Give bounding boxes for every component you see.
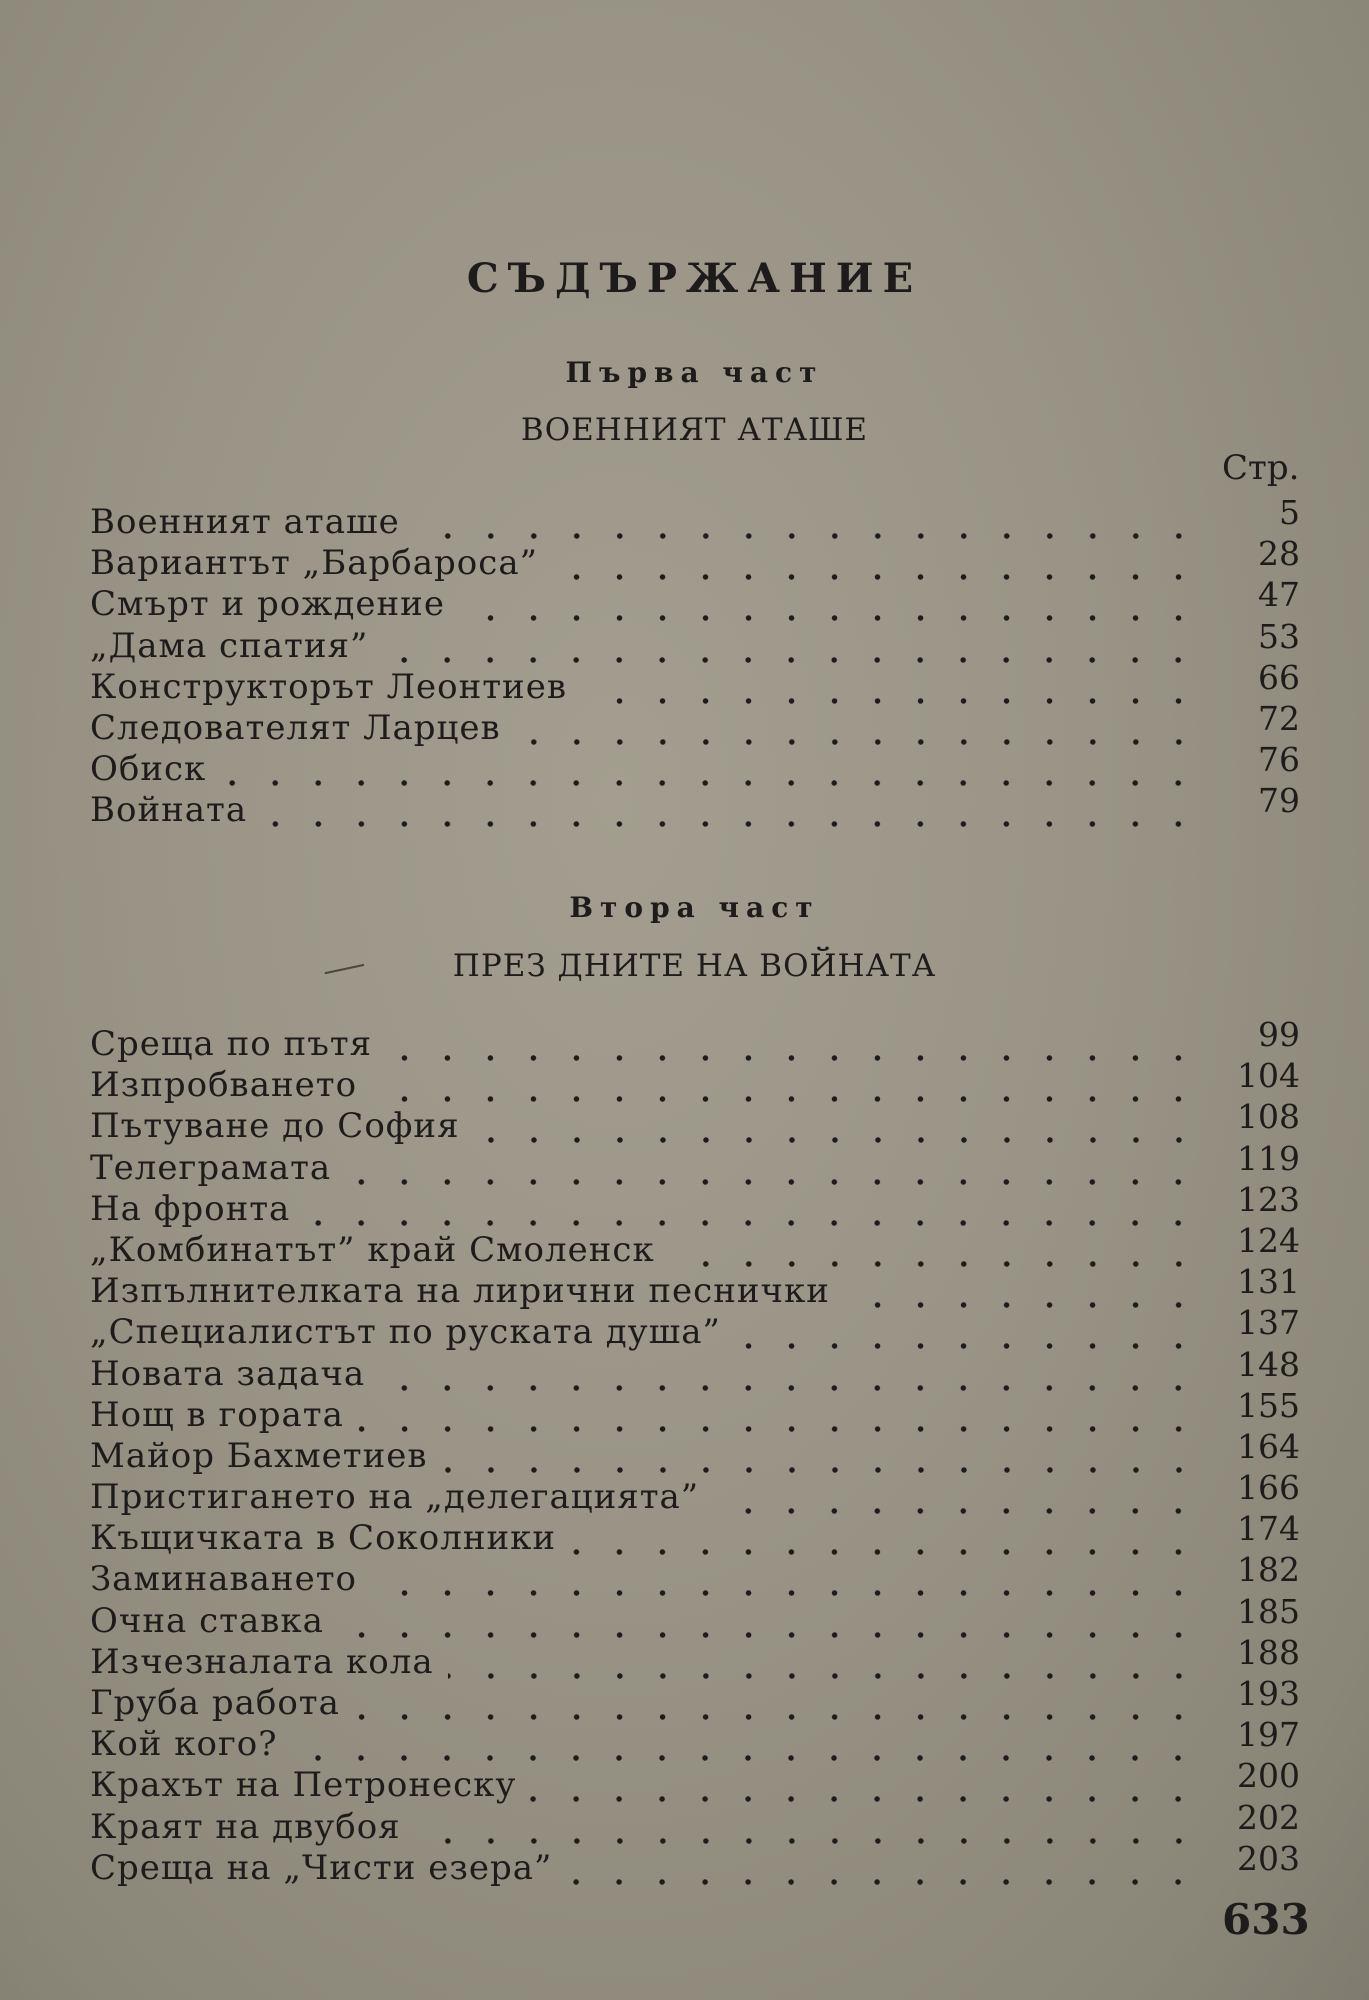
- toc-entry-page: 197: [1237, 1715, 1300, 1755]
- toc-entry-page: 202: [1237, 1797, 1300, 1837]
- page-number: 633: [1222, 1895, 1310, 1944]
- toc-entry-page: 28: [1258, 534, 1300, 574]
- toc-entry-page: 79: [1258, 781, 1300, 821]
- toc-entry-page: 166: [1237, 1468, 1300, 1508]
- toc-entry-title: Военният аташе: [90, 502, 400, 542]
- dot-leader: [379, 1358, 1200, 1394]
- toc-entry-page: 104: [1237, 1056, 1300, 1096]
- toc-entry-title: Телеграмата: [90, 1147, 332, 1188]
- toc-entry-title: Изпълнителката на лирични песнички: [90, 1271, 830, 1312]
- toc-entry-page: 185: [1237, 1591, 1300, 1631]
- toc-entry-page: 5: [1279, 493, 1300, 532]
- dot-leader: [552, 547, 1200, 583]
- toc-entry-page: 174: [1237, 1509, 1300, 1549]
- dot-leader: [261, 794, 1200, 830]
- toc-entry: [90, 1385, 1300, 1435]
- dot-leader: [291, 1728, 1200, 1764]
- toc-entry: [90, 1262, 1300, 1312]
- toc-entry-title: „Комбинатът” край Смоленск: [90, 1229, 655, 1270]
- dot-leader: [459, 588, 1200, 624]
- toc-entry-page: 72: [1258, 698, 1300, 738]
- dot-leader: [338, 1605, 1200, 1641]
- toc-entry-title: Пътуване до София: [90, 1106, 460, 1147]
- toc-entry: [90, 1715, 1300, 1765]
- dot-leader: [474, 1110, 1200, 1146]
- toc-entry-page: 155: [1237, 1385, 1300, 1425]
- toc-entry: [90, 616, 1300, 666]
- toc-entry-page: 123: [1237, 1179, 1300, 1219]
- dot-leader: [345, 1152, 1200, 1188]
- toc-entry-title: Пристигането на „делегацията”: [90, 1477, 700, 1518]
- toc-entry: [90, 698, 1300, 748]
- toc-entry-page: 131: [1237, 1262, 1300, 1302]
- toc-entry-title: На фронта: [90, 1188, 291, 1229]
- toc-entry: [90, 1509, 1300, 1559]
- toc-entry-page: 164: [1237, 1426, 1300, 1466]
- dot-leader: [566, 1852, 1200, 1888]
- toc-entry: [90, 1674, 1300, 1723]
- dot-leader: [415, 1811, 1200, 1847]
- toc-entry-page: 76: [1258, 740, 1300, 780]
- toc-entry-title: Груба работа: [90, 1683, 340, 1723]
- toc-entry-page: 182: [1237, 1550, 1300, 1590]
- toc-entry: [90, 1756, 1300, 1806]
- toc-entry-page: 66: [1258, 657, 1300, 697]
- part2-toc: [90, 1015, 1300, 1888]
- toc-entry: [90, 1344, 1300, 1394]
- dot-leader: [442, 1440, 1200, 1476]
- toc-entry-title: Кой кого?: [90, 1724, 278, 1765]
- dot-leader: [371, 1069, 1200, 1105]
- dot-leader: [220, 753, 1200, 789]
- toc-entry: [90, 1179, 1300, 1229]
- part1-toc: [90, 493, 1300, 831]
- toc-entry-title: Къщичката в Соколники: [90, 1518, 557, 1559]
- toc-entry-page: 124: [1237, 1220, 1300, 1260]
- toc-entry: [90, 1550, 1300, 1600]
- dot-leader: [304, 1193, 1200, 1229]
- toc-entry-page: 108: [1237, 1097, 1300, 1137]
- part2-title: ПРЕЗ ДНИТЕ НА ВОЙНАТА: [452, 948, 937, 984]
- toc-entry-page: 203: [1237, 1838, 1300, 1878]
- part1-label: Първа част: [565, 356, 824, 389]
- toc-entry: [90, 1797, 1300, 1847]
- toc-entry-title: Крахът на Петронеску: [90, 1765, 517, 1806]
- toc-entry-title: Новата задача: [90, 1353, 366, 1394]
- dot-leader: [371, 1563, 1200, 1599]
- dot-leader: [414, 506, 1200, 542]
- dot-leader: [358, 1399, 1200, 1435]
- toc-entry-page: 188: [1237, 1632, 1300, 1672]
- toc-entry: [90, 740, 1300, 790]
- toc-entry: [90, 1097, 1300, 1147]
- dot-leader: [735, 1316, 1200, 1352]
- toc-entry-title: Войната: [90, 790, 248, 831]
- toc-entry-page: 119: [1237, 1138, 1300, 1178]
- toc-entry-title: Изпробването: [90, 1065, 358, 1106]
- toc-entry: [90, 534, 1300, 584]
- toc-entry: [90, 1426, 1300, 1476]
- toc-entry-title: Смърт и рождение: [90, 584, 445, 625]
- dot-leader: [354, 1687, 1200, 1723]
- toc-entry: [90, 1220, 1300, 1270]
- toc-entry-title: Краят на двубоя: [90, 1806, 401, 1847]
- dot-leader: [448, 1646, 1200, 1682]
- toc-entry-title: Майор Бахметиев: [90, 1435, 428, 1476]
- toc-entry-title: Заминаването: [90, 1559, 357, 1600]
- toc-entry-page: 200: [1237, 1756, 1300, 1796]
- toc-entry: [90, 1138, 1300, 1188]
- dot-leader: [669, 1234, 1200, 1270]
- toc-entry: [90, 493, 1300, 542]
- toc-entry-title: Среща по пътя: [90, 1024, 373, 1064]
- toc-entry: [90, 1591, 1300, 1641]
- toc-entry-title: Следователят Ларцев: [90, 707, 501, 748]
- toc-entry: [90, 1468, 1300, 1518]
- toc-entry: [90, 1303, 1300, 1353]
- toc-entry-title: Нощ в гората: [90, 1394, 344, 1435]
- toc-entry-page: 148: [1237, 1344, 1300, 1384]
- dot-leader: [844, 1275, 1200, 1311]
- dot-leader: [386, 1028, 1200, 1064]
- dot-leader: [530, 1769, 1200, 1805]
- toc-entry: [90, 657, 1300, 707]
- part1-title: ВОЕННИЯТ АТАШЕ: [520, 412, 869, 448]
- dot-leader: [515, 712, 1200, 748]
- toc-entry-page: 193: [1237, 1674, 1300, 1713]
- toc-entry-title: Изчезналата кола: [90, 1641, 434, 1682]
- toc-entry-page: 137: [1237, 1303, 1300, 1343]
- toc-entry-title: „Специалистът по руската душа”: [90, 1312, 721, 1353]
- toc-entry: [90, 1015, 1300, 1064]
- dot-leader: [382, 630, 1200, 666]
- toc-entry-title: Очна ставка: [90, 1600, 324, 1641]
- page-title: СЪДЪРЖАНИЕ: [466, 255, 923, 302]
- toc-entry-page: 53: [1258, 616, 1300, 656]
- dot-leader: [713, 1481, 1200, 1517]
- toc-entry-page: 47: [1258, 575, 1300, 615]
- toc-entry-title: Вариантът „Барбароса”: [90, 543, 538, 584]
- page-column-header: Стр.: [1222, 448, 1300, 488]
- dot-leader: [570, 1522, 1200, 1558]
- toc-entry: [90, 1838, 1300, 1888]
- toc-entry-title: „Дама спатия”: [90, 625, 369, 666]
- toc-entry-title: Среща на „Чисти езера”: [90, 1847, 553, 1888]
- part2-label: Втора част: [569, 891, 820, 924]
- toc-entry: [90, 1056, 1300, 1106]
- toc-entry: [90, 1632, 1300, 1682]
- toc-entry: [90, 781, 1300, 831]
- toc-entry-title: Конструкторът Леонтиев: [90, 666, 567, 707]
- toc-entry: [90, 575, 1300, 625]
- dot-leader: [581, 671, 1200, 707]
- toc-entry-title: Обиск: [90, 749, 207, 790]
- toc-entry-page: 99: [1258, 1015, 1300, 1054]
